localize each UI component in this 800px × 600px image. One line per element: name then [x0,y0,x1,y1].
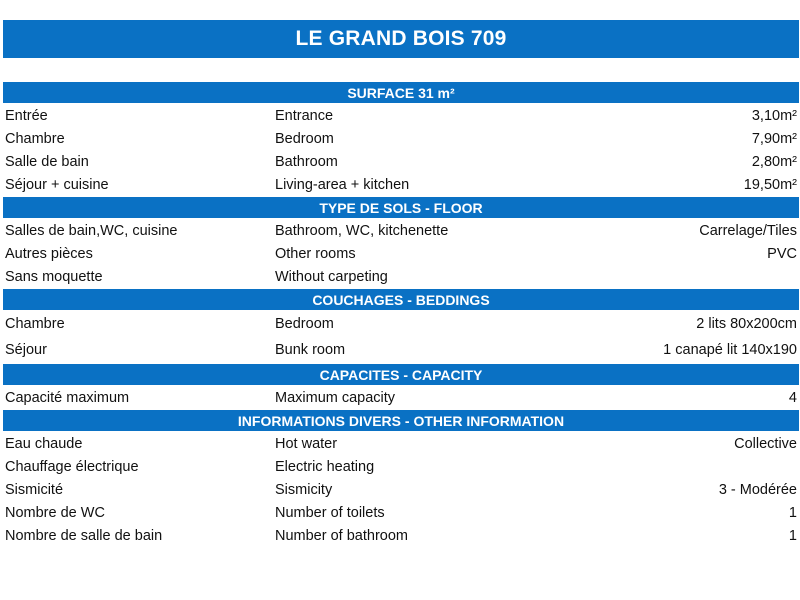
table-row [3,524,799,547]
value: 1 canapé lit 140x190 [663,342,797,358]
table-row [3,265,799,288]
label-en: Entrance [275,107,334,124]
value: Collective [734,435,797,452]
section-header-capacity: CAPACITES - CAPACITY [3,364,799,385]
label-en: Bathroom [275,153,338,170]
label-en: Without carpeting [275,268,388,285]
section-header-other-information: INFORMATIONS DIVERS - OTHER INFORMATION [3,410,799,431]
label-en: Number of toilets [275,504,385,521]
value: 4 [788,389,797,406]
table-row [3,478,799,501]
label-en: Bathroom, WC, kitchenette [275,222,449,239]
value: 1 [788,527,797,544]
label-en: Electric heating [275,458,375,475]
table-row [3,501,799,524]
value: PVC [767,245,797,262]
label-en: Hot water [275,435,338,452]
label-fr: Entrée [5,107,48,124]
table-row [3,455,799,478]
label-fr: Nombre de salle de bain [5,527,163,544]
label-en: Sismicity [275,481,333,498]
value: 3,10m² [751,107,797,124]
table-row [3,242,799,265]
table-row [3,432,799,455]
label-fr: Eau chaude [5,435,83,452]
label-fr: Séjour [5,342,47,358]
table-row [3,104,799,127]
value: 7,90m² [751,130,797,147]
table-row [3,173,799,196]
table-row [3,127,799,150]
table-row [3,386,799,409]
label-fr: Autres pièces [5,245,93,262]
value: 1 [788,504,797,521]
table-row [3,150,799,173]
label-fr: Salles de bain,WC, cuisine [5,222,178,239]
section-header-beddings: COUCHAGES - BEDDINGS [3,289,799,310]
label-fr: Chambre [5,130,65,147]
value: 19,50m² [743,176,797,193]
label-fr: Sans moquette [5,268,103,285]
property-sheet [3,81,799,547]
label-en: Other rooms [275,245,356,262]
section-header-floor: TYPE DE SOLS - FLOOR [3,197,799,218]
value: 2 lits 80x200cm [696,316,797,332]
value: 2,80m² [751,153,797,170]
table-row [3,311,799,337]
table-row [3,219,799,242]
label-fr: Chauffage électrique [5,458,139,475]
table-row [3,337,799,363]
label-en: Living-area + kitchen [275,176,410,193]
value: 3 - Modérée [718,481,797,498]
value: Carrelage/Tiles [699,222,797,239]
label-fr: Sismicité [5,481,64,498]
label-fr: Salle de bain [5,153,89,170]
label-en: Maximum capacity [275,389,396,406]
label-en: Bedroom [275,130,334,147]
section-header-surface: SURFACE 31 m² [3,82,799,103]
label-fr: Séjour + cuisine [5,176,109,193]
label-en: Number of bathroom [275,527,408,544]
page-title: LE GRAND BOIS 709 [3,20,799,58]
label-en: Bunk room [275,342,346,358]
label-en: Bedroom [275,316,334,332]
label-fr: Capacité maximum [5,389,130,406]
label-fr: Chambre [5,316,65,332]
label-fr: Nombre de WC [5,504,105,521]
